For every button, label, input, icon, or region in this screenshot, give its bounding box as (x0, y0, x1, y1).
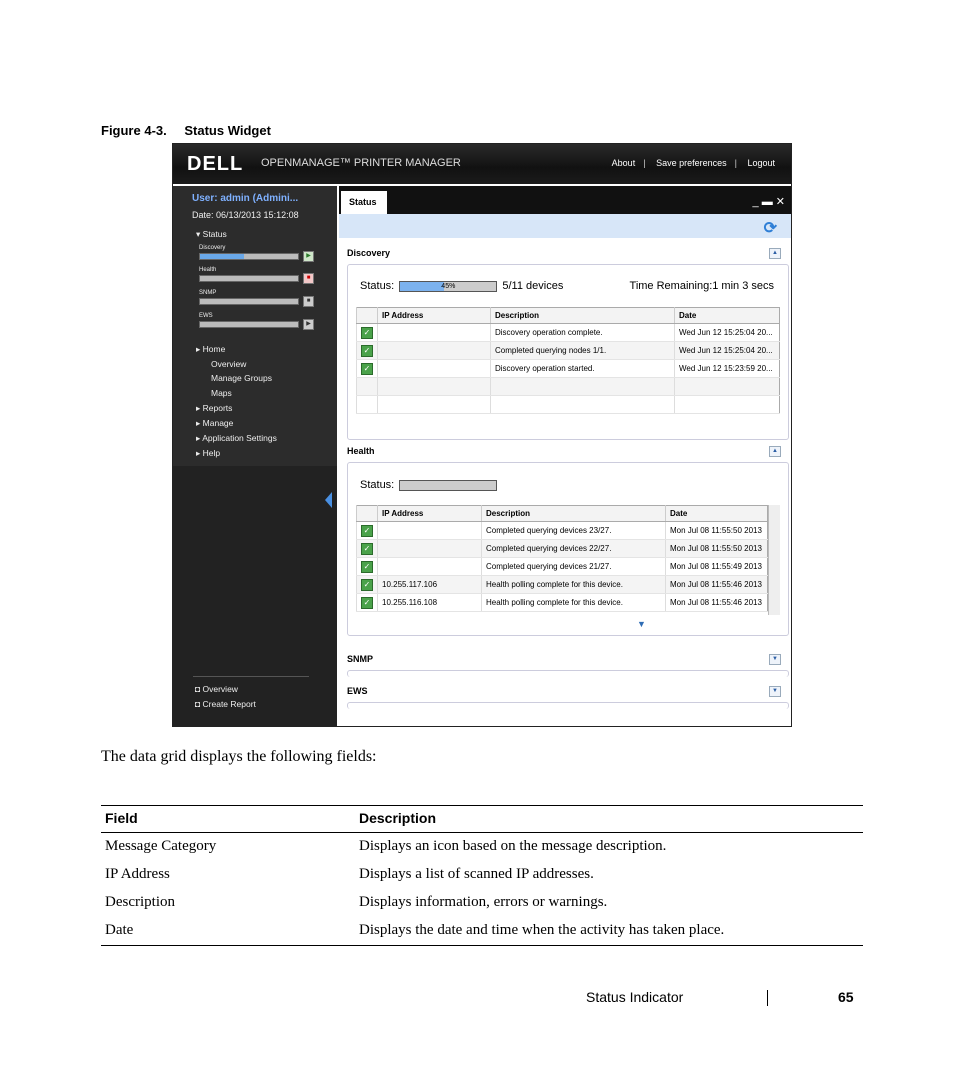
field-header: Field (101, 806, 355, 833)
collapse-sidebar-icon[interactable] (325, 492, 332, 508)
check-icon: ✓ (361, 543, 373, 555)
col-date[interactable]: Date (666, 506, 768, 522)
health-title: Health (347, 446, 375, 456)
cell-date: Mon Jul 08 11:55:46 2013 (666, 576, 768, 594)
check-icon: ✓ (361, 579, 373, 591)
col-ip[interactable]: IP Address (378, 308, 491, 324)
table-row[interactable] (357, 540, 768, 558)
sidebar-ews-progress (199, 321, 299, 328)
cell-date: Mon Jul 08 11:55:49 2013 (666, 558, 768, 576)
health-scrollbar[interactable] (768, 505, 780, 615)
link-box-icon: ◘ (195, 699, 201, 709)
discovery-device-count: 5/11 devices (502, 280, 564, 292)
discovery-progress-bar: 45% (399, 281, 497, 292)
cell-date: Wed Jun 12 15:25:04 20... (675, 324, 780, 342)
stop-icon[interactable]: ■ (303, 296, 314, 307)
nav-maps[interactable]: Maps (211, 388, 232, 398)
collapse-up-icon[interactable]: ▲ (769, 446, 781, 457)
field-description: Displays an icon based on the message description. (359, 838, 667, 854)
health-progress-bar (399, 480, 497, 491)
discovery-status: Status: 45% 5/11 devices (360, 280, 564, 292)
health-panel (347, 462, 789, 636)
app-name: OPENMANAGE™ PRINTER MANAGER (261, 157, 461, 169)
check-icon: ✓ (361, 561, 373, 573)
ews-panel (347, 702, 789, 709)
cell-ip (378, 522, 482, 540)
check-icon: ✓ (361, 345, 373, 357)
check-icon: ✓ (361, 597, 373, 609)
footer-divider (767, 990, 768, 1006)
cell-date: Wed Jun 12 15:25:04 20... (675, 342, 780, 360)
field-name: IP Address (105, 866, 170, 882)
sidebar-health-progress (199, 275, 299, 282)
sidebar (173, 186, 337, 726)
collapsed-arrow-icon: ▸ (196, 433, 201, 443)
main-panel (339, 186, 791, 726)
footer-section: Status Indicator (586, 989, 684, 1005)
field-description: Displays information, errors or warnings. (359, 894, 608, 910)
cell-desc: Discovery operation started. (491, 360, 675, 378)
app-header (173, 144, 791, 184)
health-section-header (339, 442, 791, 460)
stop-icon[interactable]: ■ (303, 273, 314, 284)
nav-overview[interactable]: Overview (211, 359, 247, 369)
snmp-title: SNMP (347, 654, 374, 664)
table-row[interactable] (357, 360, 780, 378)
cell-ip (378, 360, 491, 378)
cell-date: Mon Jul 08 11:55:46 2013 (666, 594, 768, 612)
maximize-icon[interactable]: ▬ (761, 196, 773, 208)
table-row[interactable] (357, 522, 768, 540)
sidebar-discovery-label: Discovery (199, 245, 226, 251)
cell-date: Wed Jun 12 15:23:59 20... (675, 360, 780, 378)
figure-label: Figure 4-3. (101, 123, 167, 138)
header-links: About | Save preferences | Logout (611, 158, 775, 168)
logout-link[interactable]: Logout (747, 158, 775, 168)
sidebar-discovery-progress (199, 253, 299, 260)
col-ip[interactable]: IP Address (378, 506, 482, 522)
table-row[interactable] (357, 324, 780, 342)
cell-date: Mon Jul 08 11:55:50 2013 (666, 540, 768, 558)
window-controls (753, 195, 785, 208)
collapsed-arrow-icon: ▸ (196, 403, 201, 413)
cell-ip: 10.255.116.108 (378, 594, 482, 612)
cell-desc: Completed querying devices 21/27. (482, 558, 666, 576)
col-date[interactable]: Date (675, 308, 780, 324)
collapse-up-icon[interactable]: ▲ (769, 248, 781, 259)
snmp-panel (347, 670, 789, 677)
about-link[interactable]: About (611, 158, 636, 168)
cell-ip (378, 342, 491, 360)
check-icon: ✓ (361, 363, 373, 375)
body-text: The data grid displays the following fields: (101, 748, 377, 765)
health-status: Status: (360, 479, 499, 491)
col-description[interactable]: Description (491, 308, 675, 324)
table-row[interactable] (357, 594, 768, 612)
fields-table-row (101, 917, 863, 946)
expand-down-icon[interactable]: ▼ (637, 619, 646, 629)
nav-status[interactable]: ▾ Status (196, 229, 227, 239)
fields-table-row (101, 889, 863, 917)
field-description: Displays a list of scanned IP addresses. (359, 866, 594, 882)
table-row[interactable] (357, 342, 780, 360)
nav-reports[interactable]: ▸ Reports (196, 403, 233, 413)
minimize-icon[interactable]: _ (752, 196, 759, 208)
cell-ip: 10.255.117.106 (378, 576, 482, 594)
field-name: Description (105, 894, 175, 910)
create-report-link[interactable]: ◘ Create Report (195, 699, 256, 709)
session-date: Date: 06/13/2013 15:12:08 (192, 210, 299, 220)
nav-help[interactable]: ▸ Help (196, 448, 221, 458)
table-row[interactable] (357, 558, 768, 576)
nav-application-settings[interactable]: ▸ Application Settings (196, 433, 277, 443)
empty-row (357, 378, 780, 396)
play-icon[interactable]: ▶ (303, 251, 314, 262)
check-icon: ✓ (361, 327, 373, 339)
cell-desc: Health polling complete for this device. (482, 576, 666, 594)
expand-down-icon[interactable]: ▼ (769, 686, 781, 697)
link-box-icon: ◘ (195, 684, 201, 694)
table-row[interactable] (357, 576, 768, 594)
sidebar-snmp-label: SNMP (199, 290, 217, 296)
expand-down-icon[interactable]: ▼ (769, 654, 781, 665)
sidebar-snmp-progress (199, 298, 299, 305)
nav-home[interactable]: ▸ Home (196, 344, 226, 354)
time-remaining: Time Remaining:1 min 3 secs (629, 280, 774, 292)
fields-table-row (101, 861, 863, 889)
user-label: User: admin (Admini... (192, 193, 299, 204)
status-widget-screenshot (172, 143, 792, 727)
discovery-grid (356, 307, 780, 414)
expanded-arrow-icon: ▾ (196, 229, 201, 239)
cell-ip (378, 540, 482, 558)
collapsed-arrow-icon: ▸ (196, 344, 201, 354)
col-description[interactable]: Description (482, 506, 666, 522)
cell-desc: Health polling complete for this device. (482, 594, 666, 612)
empty-row (357, 396, 780, 414)
cell-date: Mon Jul 08 11:55:50 2013 (666, 522, 768, 540)
figure-caption (101, 123, 271, 138)
description-header: Description (355, 806, 863, 833)
cell-desc: Discovery operation complete. (491, 324, 675, 342)
close-icon[interactable]: ✕ (775, 196, 785, 208)
nav-manage[interactable]: ▸ Manage (196, 418, 234, 428)
ews-title: EWS (347, 686, 368, 696)
discovery-section-header (339, 244, 791, 262)
fields-table-row (101, 833, 863, 862)
dell-logo: DELL (187, 153, 244, 175)
cell-ip (378, 324, 491, 342)
sidebar-ews-label: EWS (199, 313, 213, 319)
toolbar (339, 214, 791, 238)
field-description: Displays the date and time when the activity has taken place. (355, 917, 863, 946)
fields-table (101, 805, 863, 946)
collapsed-arrow-icon: ▸ (196, 418, 201, 428)
ews-header (339, 682, 791, 700)
cell-desc: Completed querying devices 22/27. (482, 540, 666, 558)
tab-status[interactable]: Status (341, 191, 387, 214)
cell-desc: Completed querying nodes 1/1. (491, 342, 675, 360)
snmp-header (339, 650, 791, 668)
discovery-title: Discovery (347, 248, 391, 258)
field-name: Message Category (105, 838, 217, 854)
health-grid (356, 505, 768, 612)
collapsed-arrow-icon: ▸ (196, 448, 201, 458)
bottom-overview-link[interactable]: ◘ Overview (195, 684, 238, 694)
refresh-icon[interactable]: ⟳ (763, 220, 777, 237)
sidebar-health-label: Health (199, 267, 217, 273)
nav-manage-groups[interactable]: Manage Groups (211, 373, 272, 383)
figure-title: Status Widget (184, 123, 271, 138)
discovery-panel (347, 264, 789, 440)
save-preferences-link[interactable]: Save preferences (656, 158, 727, 168)
page-number: 65 (838, 989, 854, 1005)
check-icon: ✓ (361, 525, 373, 537)
play-icon[interactable]: ▶ (303, 319, 314, 330)
cell-ip (378, 558, 482, 576)
field-name: Date (101, 917, 355, 946)
cell-desc: Completed querying devices 23/27. (482, 522, 666, 540)
tab-strip (339, 186, 791, 214)
